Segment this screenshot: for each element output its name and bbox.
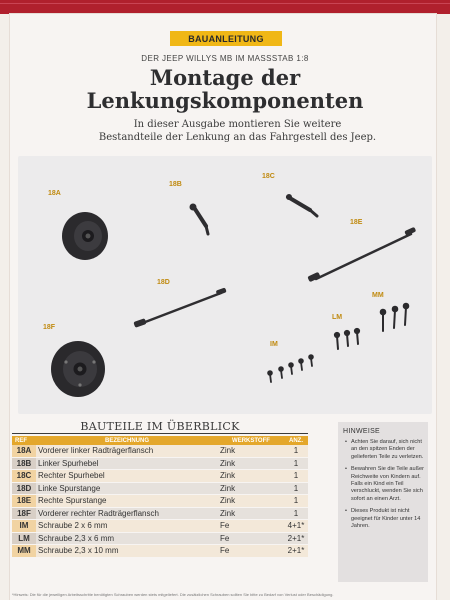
cell-material: Fe	[218, 532, 284, 545]
cell-material: Zink	[218, 495, 284, 508]
cell-material: Zink	[218, 507, 284, 520]
part-18b-arm	[190, 204, 209, 235]
table-title-rule	[12, 433, 308, 434]
label-18a: 18A	[48, 190, 61, 197]
table-row	[12, 482, 308, 495]
hints-title: HINWEISE	[343, 428, 381, 435]
page-title	[0, 66, 450, 112]
cell-qty: 1	[284, 445, 308, 457]
cell-qty: 2+1*	[284, 532, 308, 545]
table-row	[12, 470, 308, 483]
screws-lm	[334, 328, 359, 349]
label-18c: 18C	[262, 173, 275, 180]
label-18f: 18F	[43, 324, 56, 331]
table-row	[12, 520, 308, 533]
col-header-ref: REF	[12, 436, 36, 445]
table-header-row	[12, 436, 308, 445]
part-18f-flange	[51, 341, 105, 397]
cell-qty: 1	[284, 507, 308, 520]
cell-material: Zink	[218, 457, 284, 470]
label-mm: MM	[372, 292, 384, 299]
cell-name: Schraube 2,3 x 10 mm	[36, 545, 218, 558]
table-row	[12, 445, 308, 457]
cell-qty: 4+1*	[284, 520, 308, 533]
cell-name: Schraube 2 x 6 mm	[36, 520, 218, 533]
table-row	[12, 457, 308, 470]
cell-name: Vorderer rechter Radträgerflansch	[36, 507, 218, 520]
cell-material: Fe	[218, 545, 284, 558]
screws-im	[268, 355, 314, 382]
parts-photo-panel	[18, 156, 432, 414]
col-header-qty: ANZ.	[284, 436, 308, 445]
cell-qty: 1	[284, 470, 308, 483]
cell-qty: 1	[284, 495, 308, 508]
cell-material: Zink	[218, 470, 284, 483]
hint-item: • Achten Sie darauf, sich nicht an den spitzen Enden der gelieferten Teile zu verletzen.	[345, 439, 426, 461]
hint-item: • Bewahren Sie die Teile außer Reichweite von Kindern auf. Falls ein Kind ein Teil verschluckt, wenden Sie sich sofort an einen Arzt.	[345, 466, 426, 503]
col-header-name: BEZEICHNUNG	[36, 436, 218, 445]
cell-ref: 18B	[12, 457, 36, 470]
cell-ref: MM	[12, 545, 36, 558]
screws-mm	[380, 303, 409, 331]
cell-name: Linke Spurstange	[36, 482, 218, 495]
part-18e-tie-rod	[307, 227, 416, 283]
section-tab: BAUANLEITUNG	[170, 31, 282, 46]
table-row	[12, 507, 308, 520]
cell-material: Fe	[218, 520, 284, 533]
cell-qty: 2+1*	[284, 545, 308, 558]
footnote: *Hinweis: Die für die jeweiligen Arbeitsschritte benötigten Schrauben werden stets mitgeliefert. Die zusätzlichen Schrauben sollten Sie bitte zu Bedarf von Verlust oder Beschädigung.	[12, 592, 334, 597]
cell-ref: 18D	[12, 482, 36, 495]
cell-material: Zink	[218, 445, 284, 457]
label-18b: 18B	[169, 181, 182, 188]
title-line-1: Montage der	[149, 65, 301, 90]
intro-line-1: In dieser Ausgabe montieren Sie weitere	[133, 119, 342, 130]
part-18d-tie-rod	[133, 287, 226, 327]
cell-name: Rechte Spurstange	[36, 495, 218, 508]
cell-ref: LM	[12, 532, 36, 545]
cell-ref: IM	[12, 520, 36, 533]
table-row	[12, 532, 308, 545]
intro-line-2: Bestandteile der Lenkung an das Fahrgestell des Jeep.	[98, 132, 377, 143]
parts-table-title: BAUTEILE IM ÜBERBLICK	[80, 420, 240, 433]
title-line-2: Lenkungskomponenten	[86, 88, 364, 113]
parts-table	[12, 436, 308, 558]
cell-name: Schraube 2,3 x 6 mm	[36, 532, 218, 545]
label-18d: 18D	[157, 279, 170, 286]
hints-box	[338, 422, 428, 582]
cell-name: Rechter Spurhebel	[36, 470, 218, 483]
cell-qty: 1	[284, 482, 308, 495]
series-subtitle: DER JEEP WILLYS MB IM MASSSTAB 1:8	[141, 54, 309, 63]
top-color-band	[0, 0, 450, 14]
table-row	[12, 545, 308, 558]
hint-item: • Dieses Produkt ist nicht geeignet für Kinder unter 14 Jahren.	[345, 508, 426, 530]
label-im: IM	[270, 341, 278, 348]
cell-ref: 18C	[12, 470, 36, 483]
cell-qty: 1	[284, 457, 308, 470]
part-18a-flange	[62, 212, 108, 260]
label-lm: LM	[332, 314, 343, 321]
cell-material: Zink	[218, 482, 284, 495]
cell-ref: 18A	[12, 445, 36, 457]
cell-name: Vorderer linker Radträgerflansch	[36, 445, 218, 457]
intro-text	[0, 118, 450, 144]
part-18c-arm	[286, 194, 317, 216]
cell-ref: 18E	[12, 495, 36, 508]
parts-illustration	[18, 156, 432, 414]
label-18e: 18E	[350, 219, 363, 226]
col-header-material: WERKSTOFF	[218, 436, 284, 445]
cell-name: Linker Spurhebel	[36, 457, 218, 470]
table-row	[12, 495, 308, 508]
hints-list	[338, 439, 428, 530]
cell-ref: 18F	[12, 507, 36, 520]
